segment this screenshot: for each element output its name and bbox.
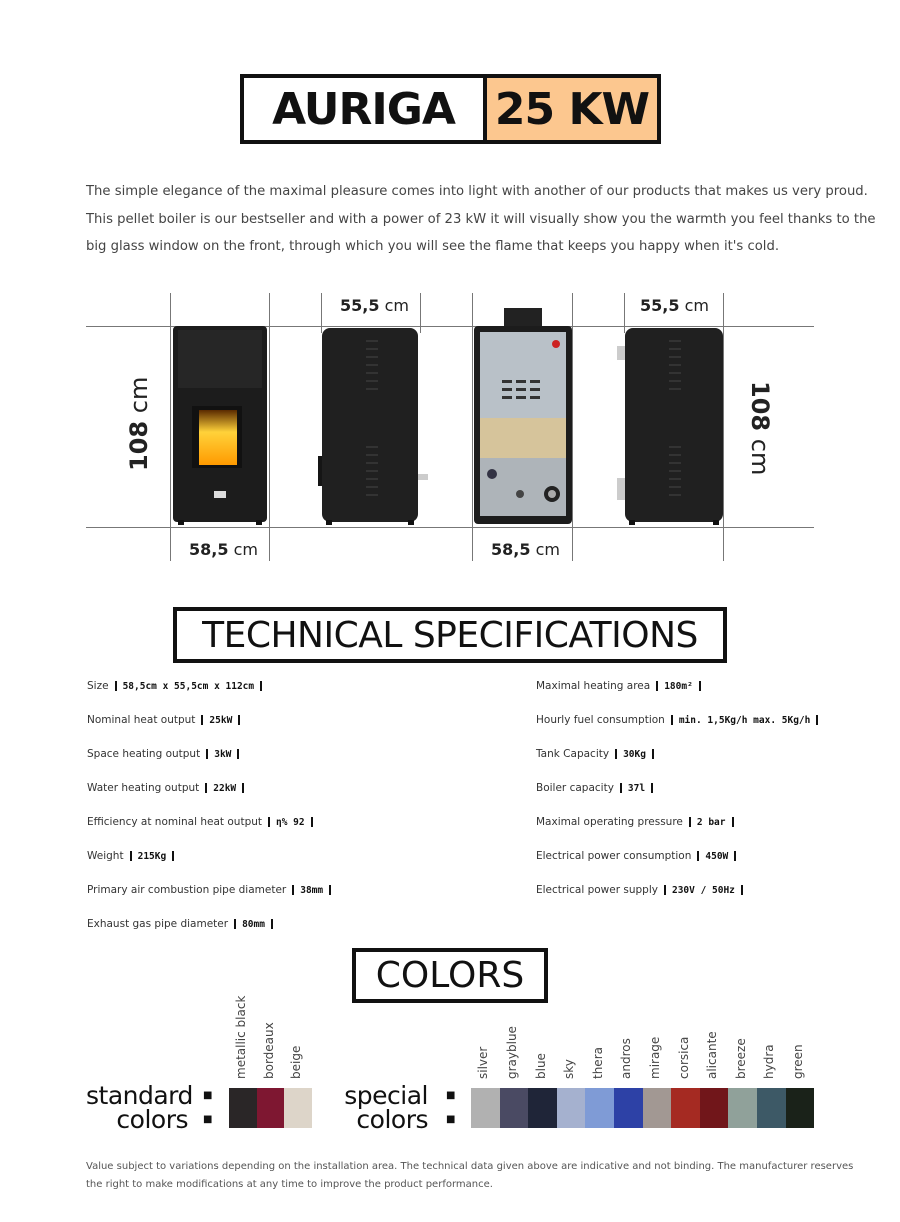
standard-colors-label xyxy=(86,1081,193,1134)
height-unit: cm xyxy=(125,376,153,414)
width-unit: cm xyxy=(535,540,560,559)
spec-label: Nominal heat output xyxy=(87,714,196,726)
spec-row xyxy=(536,714,824,726)
spec-value: 80mm xyxy=(242,919,265,930)
spec-row xyxy=(87,918,279,930)
special-label-line: special xyxy=(344,1081,428,1110)
width-unit: cm xyxy=(233,540,258,559)
spec-value: 215Kg xyxy=(137,851,167,862)
spec-value: 30Kg xyxy=(623,749,646,760)
spec-row xyxy=(536,884,749,896)
color-name: andros xyxy=(619,1038,634,1079)
disclaimer-line: the right to make modifications at any time to improve the product performance. xyxy=(86,1179,493,1190)
spec-value: min. 1,5Kg/h max. 5Kg/h xyxy=(678,715,811,726)
spec-value: η% 92 xyxy=(276,817,305,828)
height-unit: cm xyxy=(746,438,774,476)
color-swatch xyxy=(557,1088,586,1128)
color-swatch xyxy=(786,1088,815,1128)
product-title xyxy=(240,74,661,144)
color-name: corsica xyxy=(676,1036,691,1079)
color-name: silver xyxy=(476,1046,491,1079)
color-name: alicante xyxy=(705,1031,720,1079)
spec-label: Boiler capacity xyxy=(536,782,614,794)
spec-label: Hourly fuel consumption xyxy=(536,714,665,726)
color-swatch xyxy=(614,1088,643,1128)
spec-label: Efficiency at nominal heat output xyxy=(87,816,263,828)
color-swatch xyxy=(500,1088,529,1128)
depth-label xyxy=(340,296,409,315)
depth-value: 55,5 xyxy=(340,296,380,315)
intro-text xyxy=(86,178,876,261)
stove-side-view xyxy=(617,326,729,526)
spec-label: Electrical power consumption xyxy=(536,850,692,862)
spec-row xyxy=(87,782,250,794)
specs-title: TECHNICAL SPECIFICATIONS xyxy=(173,607,727,663)
spec-value: 37l xyxy=(627,783,646,794)
height-value: 108 xyxy=(125,420,153,471)
height-label xyxy=(125,376,153,471)
intro-line: big glass window on the front, through which you will see the flame that keeps you happy when it's cold. xyxy=(86,239,780,254)
colors-title: COLORS xyxy=(352,948,548,1003)
width-value: 58,5 xyxy=(189,540,229,559)
spec-row xyxy=(87,680,268,692)
spec-label: Exhaust gas pipe diameter xyxy=(87,918,229,930)
color-name: blue xyxy=(533,1053,548,1079)
power-rating: 25 KW xyxy=(487,78,657,140)
spec-row xyxy=(536,680,707,692)
spec-label: Maximal heating area xyxy=(536,680,651,692)
color-name: beige xyxy=(289,1045,304,1079)
spec-row xyxy=(87,850,180,862)
spec-value: 25kW xyxy=(209,715,233,726)
spec-value: 58,5cm x 55,5cm x 112cm xyxy=(122,681,255,692)
color-swatch xyxy=(471,1088,500,1128)
height-value: 108 xyxy=(746,381,774,432)
intro-line: This pellet boiler is our bestseller and with a power of 23 kW it will visually show you the warmth you feel thanks to the xyxy=(86,211,876,227)
stove-side-view xyxy=(318,326,428,526)
spec-label: Space heating output xyxy=(87,748,201,760)
color-name: green xyxy=(790,1044,805,1079)
spec-row xyxy=(536,816,740,828)
color-swatch xyxy=(284,1088,312,1128)
spec-label: Electrical power supply xyxy=(536,884,658,896)
width-label xyxy=(189,540,258,559)
special-label-line: colors xyxy=(356,1105,428,1134)
spec-value: 22kW xyxy=(213,783,237,794)
standard-label-line: colors xyxy=(116,1105,188,1134)
depth-value: 55,5 xyxy=(640,296,680,315)
width-value: 58,5 xyxy=(491,540,531,559)
spec-label: Maximal operating pressure xyxy=(536,816,683,828)
spec-value: 450W xyxy=(705,851,729,862)
color-name: sky xyxy=(562,1059,577,1079)
depth-label xyxy=(640,296,709,315)
color-swatch xyxy=(585,1088,614,1128)
color-name: mirage xyxy=(647,1036,662,1079)
spec-row xyxy=(536,782,659,794)
spec-row xyxy=(87,714,246,726)
spec-label: Water heating output xyxy=(87,782,200,794)
width-label xyxy=(491,540,560,559)
intro-line: The simple elegance of the maximal pleasure comes into light with another of our products that makes us very proud. xyxy=(86,184,868,199)
color-name: breeze xyxy=(733,1038,748,1079)
bullet-dots: ■ ■ xyxy=(203,1090,213,1125)
spec-row xyxy=(87,816,319,828)
spec-row xyxy=(536,748,660,760)
spec-value: 3kW xyxy=(214,749,232,760)
color-name: bordeaux xyxy=(261,1022,276,1079)
model-name: AURIGA xyxy=(244,78,487,140)
spec-value: 2 bar xyxy=(696,817,726,828)
spec-row xyxy=(536,850,742,862)
color-name: grayblue xyxy=(504,1026,519,1079)
color-name: metallic black xyxy=(233,995,248,1079)
color-swatch xyxy=(528,1088,557,1128)
color-swatch xyxy=(671,1088,700,1128)
bottom-guide-line xyxy=(86,527,814,528)
bullet-dots: ■ ■ xyxy=(446,1090,456,1125)
spec-value: 230V / 50Hz xyxy=(671,885,735,896)
color-swatch xyxy=(643,1088,672,1128)
spec-label: Tank Capacity xyxy=(536,748,610,760)
depth-unit: cm xyxy=(684,296,709,315)
spec-label: Weight xyxy=(87,850,124,862)
spec-value: 38mm xyxy=(300,885,324,896)
color-swatch xyxy=(728,1088,757,1128)
spec-label: Primary air combustion pipe diameter xyxy=(87,884,287,896)
stove-back-view xyxy=(472,308,574,526)
color-swatch xyxy=(757,1088,786,1128)
height-label xyxy=(746,381,774,476)
spec-row xyxy=(87,748,245,760)
color-name: thera xyxy=(590,1047,605,1079)
spec-value: 180m² xyxy=(664,681,693,692)
special-colors-label xyxy=(330,1081,428,1134)
color-swatch xyxy=(700,1088,729,1128)
disclaimer xyxy=(86,1158,854,1194)
disclaimer-line: Value subject to variations depending on the installation area. The technical data given above are indicative and not binding. The manufacturer reserves xyxy=(86,1161,854,1172)
color-swatch xyxy=(229,1088,257,1128)
spec-row xyxy=(87,884,337,896)
standard-label-line: standard xyxy=(86,1081,193,1110)
spec-label: Size xyxy=(87,680,109,692)
color-name: hydra xyxy=(762,1044,777,1079)
color-swatch xyxy=(257,1088,285,1128)
stove-front-view xyxy=(170,326,270,526)
depth-unit: cm xyxy=(384,296,409,315)
